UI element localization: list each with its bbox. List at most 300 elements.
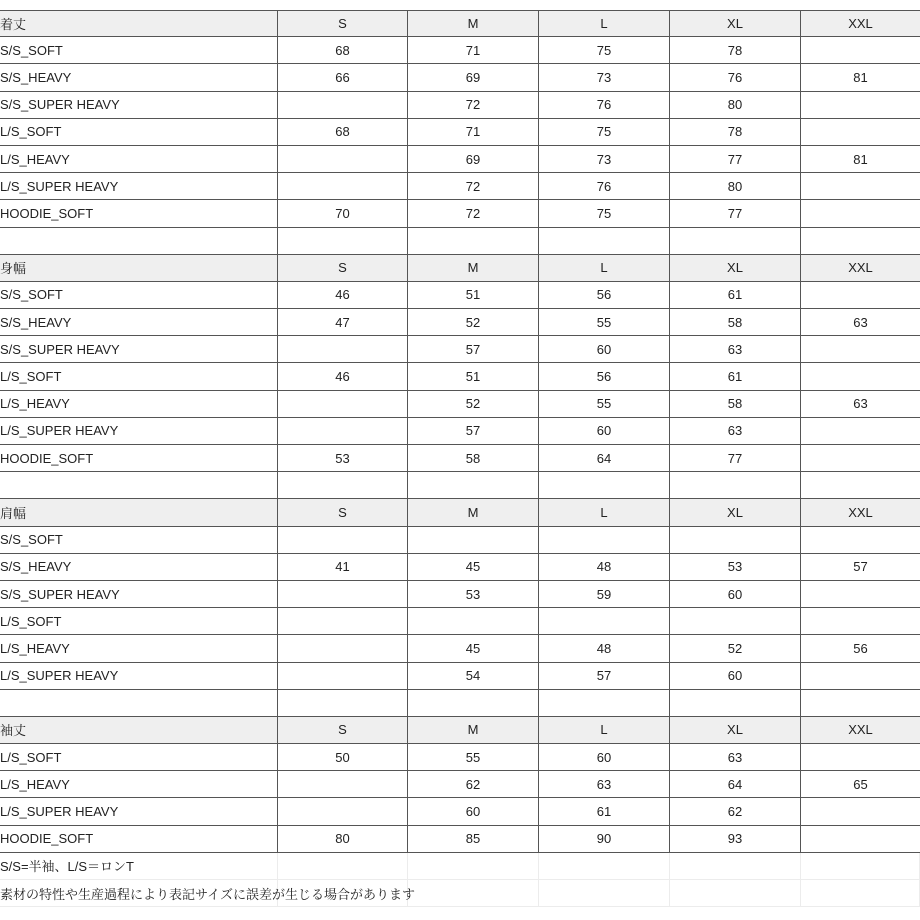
product-name-cell[interactable] xyxy=(0,445,278,472)
measurement-cell[interactable] xyxy=(408,635,539,662)
measurement-cell[interactable] xyxy=(670,663,801,690)
measurement-cell-text: 60 xyxy=(727,668,743,684)
measurement-cell-text: 72 xyxy=(465,178,481,194)
empty-cell[interactable] xyxy=(670,690,801,717)
product-name-cell[interactable] xyxy=(0,119,278,146)
size-header-cell[interactable] xyxy=(801,10,920,37)
product-name-cell[interactable] xyxy=(0,309,278,336)
measurement-cell[interactable] xyxy=(670,37,801,64)
product-name-cell-text: S/S_SOFT xyxy=(0,532,63,548)
product-name-cell-text: S/S_SUPER HEAVY xyxy=(0,341,120,357)
product-name-cell[interactable] xyxy=(0,744,278,771)
empty-cell[interactable] xyxy=(408,690,539,717)
size-chart-sheet xyxy=(0,10,920,907)
measurement-cell[interactable] xyxy=(278,363,408,390)
measurement-cell-text: 63 xyxy=(596,776,612,792)
measurement-cell-text: 62 xyxy=(465,776,481,792)
empty-cell[interactable] xyxy=(408,853,539,880)
empty-cell[interactable] xyxy=(539,228,670,255)
size-header-cell-text: XXL xyxy=(848,16,873,32)
product-name-cell[interactable] xyxy=(0,92,278,119)
measurement-cell-text: 68 xyxy=(335,42,350,58)
measurement-cell[interactable] xyxy=(670,119,801,146)
product-name-cell-text: L/S_HEAVY xyxy=(0,396,70,412)
measurement-cell[interactable] xyxy=(408,663,539,690)
measurement-cell[interactable] xyxy=(408,608,539,635)
product-name-cell[interactable] xyxy=(0,663,278,690)
measurement-cell[interactable] xyxy=(801,744,920,771)
measurement-cell[interactable] xyxy=(670,309,801,336)
size-header-cell[interactable] xyxy=(670,10,801,37)
measurement-cell[interactable] xyxy=(670,744,801,771)
measurement-cell[interactable] xyxy=(670,64,801,91)
measurement-cell[interactable] xyxy=(408,363,539,390)
measurement-cell[interactable] xyxy=(801,445,920,472)
measurement-cell[interactable] xyxy=(278,146,408,173)
note-cell[interactable] xyxy=(0,853,278,880)
product-name-cell[interactable] xyxy=(0,282,278,309)
size-header-cell[interactable] xyxy=(278,717,408,744)
measurement-cell-text: 61 xyxy=(727,369,743,385)
table-row xyxy=(0,309,920,336)
size-header-cell[interactable] xyxy=(408,255,539,282)
empty-cell[interactable] xyxy=(801,690,920,717)
size-header-cell-text: S xyxy=(338,16,347,32)
measurement-cell[interactable] xyxy=(670,418,801,445)
table-row xyxy=(0,771,920,798)
measurement-cell[interactable] xyxy=(408,200,539,227)
product-name-cell-text: L/S_SOFT xyxy=(0,613,62,629)
measurement-cell[interactable] xyxy=(278,336,408,363)
measurement-cell[interactable] xyxy=(801,282,920,309)
measurement-cell[interactable] xyxy=(278,200,408,227)
measurement-cell-text: 60 xyxy=(465,804,481,820)
measurement-cell[interactable] xyxy=(408,418,539,445)
section-title-cell-text: 身幅 xyxy=(0,261,27,277)
size-header-cell[interactable] xyxy=(670,717,801,744)
measurement-cell[interactable] xyxy=(801,92,920,119)
table-row xyxy=(0,336,920,363)
measurement-cell[interactable] xyxy=(278,445,408,472)
measurement-cell[interactable] xyxy=(801,554,920,581)
measurement-cell-text: 47 xyxy=(335,314,350,330)
product-name-cell-text: L/S_SUPER HEAVY xyxy=(0,804,119,820)
table-row xyxy=(0,826,920,853)
measurement-cell-text: 50 xyxy=(335,749,350,765)
measurement-cell[interactable] xyxy=(408,744,539,771)
empty-cell[interactable] xyxy=(801,228,920,255)
product-name-cell-text: L/S_SOFT xyxy=(0,749,62,765)
product-name-cell-text: HOODIE_SOFT xyxy=(0,205,94,221)
measurement-cell-text: 60 xyxy=(596,341,612,357)
measurement-cell[interactable] xyxy=(801,64,920,91)
measurement-cell-text: 80 xyxy=(335,831,350,847)
measurement-cell[interactable] xyxy=(670,581,801,608)
measurement-cell[interactable] xyxy=(408,64,539,91)
measurement-cell-text: 54 xyxy=(465,668,481,684)
empty-cell[interactable] xyxy=(801,853,920,880)
measurement-cell[interactable] xyxy=(278,282,408,309)
measurement-cell[interactable] xyxy=(539,527,670,554)
measurement-cell[interactable] xyxy=(408,581,539,608)
section-header-row xyxy=(0,717,920,744)
size-header-cell[interactable] xyxy=(408,10,539,37)
section-title-cell-text: 袖丈 xyxy=(0,723,27,739)
empty-cell[interactable] xyxy=(670,228,801,255)
measurement-cell[interactable] xyxy=(278,527,408,554)
measurement-cell[interactable] xyxy=(278,608,408,635)
measurement-cell[interactable] xyxy=(408,309,539,336)
measurement-cell[interactable] xyxy=(670,771,801,798)
measurement-cell[interactable] xyxy=(670,200,801,227)
measurement-cell[interactable] xyxy=(408,826,539,853)
size-header-cell[interactable] xyxy=(539,255,670,282)
size-header-cell[interactable] xyxy=(278,10,408,37)
measurement-cell[interactable] xyxy=(801,771,920,798)
empty-cell[interactable] xyxy=(539,853,670,880)
measurement-cell[interactable] xyxy=(670,527,801,554)
size-header-cell[interactable] xyxy=(539,10,670,37)
empty-cell[interactable] xyxy=(0,472,278,499)
measurement-cell[interactable] xyxy=(539,771,670,798)
measurement-cell[interactable] xyxy=(278,309,408,336)
measurement-cell[interactable] xyxy=(539,119,670,146)
empty-cell[interactable] xyxy=(670,853,801,880)
product-name-cell-text: S/S_HEAVY xyxy=(0,69,72,85)
measurement-cell[interactable] xyxy=(278,581,408,608)
measurement-cell-text: 80 xyxy=(727,178,743,194)
measurement-cell[interactable] xyxy=(801,581,920,608)
measurement-cell[interactable] xyxy=(278,771,408,798)
measurement-cell[interactable] xyxy=(408,146,539,173)
size-header-cell-text: S xyxy=(338,504,347,520)
product-name-cell[interactable] xyxy=(0,826,278,853)
size-header-cell[interactable] xyxy=(278,255,408,282)
measurement-cell[interactable] xyxy=(670,608,801,635)
section-title-cell[interactable] xyxy=(0,717,278,744)
measurement-cell-text: 77 xyxy=(727,205,743,221)
measurement-cell[interactable] xyxy=(539,391,670,418)
size-header-cell-text: S xyxy=(338,260,347,276)
product-name-cell-text: S/S_SOFT xyxy=(0,42,63,58)
note-row xyxy=(0,880,920,907)
size-header-cell-text: M xyxy=(467,722,479,738)
product-name-cell[interactable] xyxy=(0,391,278,418)
empty-cell[interactable] xyxy=(670,472,801,499)
measurement-cell-text: 61 xyxy=(596,804,612,820)
measurement-cell-text: 71 xyxy=(465,42,481,58)
measurement-cell-text: 58 xyxy=(465,450,481,466)
measurement-cell[interactable] xyxy=(801,826,920,853)
empty-cell[interactable] xyxy=(539,690,670,717)
section-title-cell[interactable] xyxy=(0,10,278,37)
measurement-cell[interactable] xyxy=(539,64,670,91)
empty-cell[interactable] xyxy=(278,472,408,499)
measurement-cell[interactable] xyxy=(278,64,408,91)
measurement-cell[interactable] xyxy=(539,635,670,662)
size-header-cell-text: XXL xyxy=(848,260,873,276)
measurement-cell[interactable] xyxy=(670,798,801,825)
blank-row xyxy=(0,690,920,717)
measurement-cell-text: 60 xyxy=(596,749,612,765)
table-row xyxy=(0,37,920,64)
empty-cell[interactable] xyxy=(278,853,408,880)
measurement-cell[interactable] xyxy=(408,554,539,581)
measurement-cell[interactable] xyxy=(539,608,670,635)
measurement-cell-text: 57 xyxy=(465,341,481,357)
measurement-cell[interactable] xyxy=(408,527,539,554)
measurement-cell[interactable] xyxy=(801,309,920,336)
product-name-cell[interactable] xyxy=(0,635,278,662)
product-name-cell-text: L/S_HEAVY xyxy=(0,640,70,656)
measurement-cell-text: 63 xyxy=(727,423,743,439)
product-name-cell-text: S/S_SOFT xyxy=(0,287,63,303)
size-header-cell[interactable] xyxy=(539,499,670,526)
measurement-cell[interactable] xyxy=(278,554,408,581)
measurement-cell[interactable] xyxy=(278,119,408,146)
measurement-cell-text: 77 xyxy=(727,151,743,167)
measurement-cell[interactable] xyxy=(539,336,670,363)
measurement-cell-text: 73 xyxy=(596,69,612,85)
measurement-cell-text: 52 xyxy=(465,314,481,330)
size-header-cell-text: M xyxy=(467,504,479,520)
measurement-cell-text: 69 xyxy=(465,151,481,167)
table-row xyxy=(0,146,920,173)
measurement-cell[interactable] xyxy=(670,173,801,200)
empty-cell[interactable] xyxy=(539,880,670,907)
measurement-cell[interactable] xyxy=(670,391,801,418)
empty-cell[interactable] xyxy=(0,228,278,255)
measurement-cell-text: 63 xyxy=(853,396,868,412)
measurement-cell[interactable] xyxy=(278,173,408,200)
measurement-cell[interactable] xyxy=(539,146,670,173)
measurement-cell-text: 58 xyxy=(727,396,743,412)
measurement-cell[interactable] xyxy=(408,445,539,472)
measurement-cell[interactable] xyxy=(801,146,920,173)
measurement-cell-text: 53 xyxy=(335,450,350,466)
product-name-cell[interactable] xyxy=(0,336,278,363)
measurement-cell[interactable] xyxy=(801,173,920,200)
size-header-cell[interactable] xyxy=(408,499,539,526)
measurement-cell[interactable] xyxy=(539,554,670,581)
product-name-cell[interactable] xyxy=(0,64,278,91)
measurement-cell[interactable] xyxy=(801,418,920,445)
product-name-cell-text: L/S_SOFT xyxy=(0,124,62,140)
measurement-cell[interactable] xyxy=(539,282,670,309)
measurement-cell[interactable] xyxy=(539,309,670,336)
measurement-cell-text: 75 xyxy=(596,205,612,221)
measurement-cell[interactable] xyxy=(670,826,801,853)
measurement-cell[interactable] xyxy=(801,663,920,690)
product-name-cell[interactable] xyxy=(0,363,278,390)
empty-cell[interactable] xyxy=(801,880,920,907)
measurement-cell[interactable] xyxy=(278,635,408,662)
size-header-cell[interactable] xyxy=(801,499,920,526)
measurement-cell-text: 56 xyxy=(853,640,868,656)
measurement-cell-text: 57 xyxy=(465,423,481,439)
measurement-cell[interactable] xyxy=(278,798,408,825)
product-name-cell[interactable] xyxy=(0,581,278,608)
measurement-cell[interactable] xyxy=(539,92,670,119)
measurement-cell-text: 63 xyxy=(727,341,743,357)
size-header-cell[interactable] xyxy=(670,255,801,282)
measurement-cell[interactable] xyxy=(801,391,920,418)
product-name-cell-text: S/S_SUPER HEAVY xyxy=(0,97,120,113)
product-name-cell-text: L/S_HEAVY xyxy=(0,151,70,167)
measurement-cell[interactable] xyxy=(670,445,801,472)
measurement-cell-text: 45 xyxy=(465,640,481,656)
table-row xyxy=(0,445,920,472)
measurement-cell-text: 55 xyxy=(596,396,612,412)
measurement-cell-text: 69 xyxy=(465,69,481,85)
empty-cell[interactable] xyxy=(408,472,539,499)
measurement-cell[interactable] xyxy=(670,336,801,363)
measurement-cell[interactable] xyxy=(801,200,920,227)
size-header-cell[interactable] xyxy=(539,717,670,744)
measurement-cell[interactable] xyxy=(801,119,920,146)
measurement-cell[interactable] xyxy=(670,363,801,390)
measurement-cell-text: 51 xyxy=(465,369,481,385)
measurement-cell-text: 48 xyxy=(596,559,612,575)
product-name-cell[interactable] xyxy=(0,554,278,581)
note-cell-text: S/S=半袖、L/S＝ロンT xyxy=(0,859,134,875)
product-name-cell[interactable] xyxy=(0,608,278,635)
measurement-cell[interactable] xyxy=(408,173,539,200)
measurement-cell[interactable] xyxy=(670,554,801,581)
product-name-cell[interactable] xyxy=(0,200,278,227)
table-row xyxy=(0,635,920,662)
measurement-cell[interactable] xyxy=(539,826,670,853)
size-header-cell[interactable] xyxy=(408,717,539,744)
size-header-cell[interactable] xyxy=(801,717,920,744)
measurement-cell[interactable] xyxy=(801,527,920,554)
measurement-cell[interactable] xyxy=(801,363,920,390)
table-row xyxy=(0,744,920,771)
size-header-cell[interactable] xyxy=(278,499,408,526)
product-name-cell[interactable] xyxy=(0,771,278,798)
measurement-cell[interactable] xyxy=(408,92,539,119)
measurement-cell[interactable] xyxy=(539,200,670,227)
note-cell[interactable] xyxy=(0,880,415,907)
measurement-cell[interactable] xyxy=(278,418,408,445)
size-header-cell-text: L xyxy=(600,16,608,32)
size-header-cell[interactable] xyxy=(801,255,920,282)
measurement-cell[interactable] xyxy=(278,744,408,771)
measurement-cell-text: 55 xyxy=(465,749,481,765)
table-row xyxy=(0,798,920,825)
table-row xyxy=(0,418,920,445)
table-row xyxy=(0,119,920,146)
measurement-cell[interactable] xyxy=(539,173,670,200)
empty-cell[interactable] xyxy=(278,690,408,717)
measurement-cell[interactable] xyxy=(539,798,670,825)
product-name-cell[interactable] xyxy=(0,37,278,64)
measurement-cell[interactable] xyxy=(408,119,539,146)
size-header-cell[interactable] xyxy=(670,499,801,526)
measurement-cell-text: 70 xyxy=(335,205,350,221)
measurement-cell[interactable] xyxy=(278,663,408,690)
section-header-row xyxy=(0,499,920,526)
section-title-cell[interactable] xyxy=(0,255,278,282)
measurement-cell[interactable] xyxy=(801,37,920,64)
measurement-cell[interactable] xyxy=(670,282,801,309)
product-name-cell[interactable] xyxy=(0,146,278,173)
empty-cell[interactable] xyxy=(408,880,539,907)
measurement-cell[interactable] xyxy=(539,744,670,771)
measurement-cell[interactable] xyxy=(801,608,920,635)
measurement-cell[interactable] xyxy=(408,282,539,309)
measurement-cell[interactable] xyxy=(539,445,670,472)
measurement-cell[interactable] xyxy=(539,418,670,445)
empty-cell[interactable] xyxy=(408,228,539,255)
measurement-cell[interactable] xyxy=(670,635,801,662)
measurement-cell[interactable] xyxy=(278,37,408,64)
measurement-cell[interactable] xyxy=(278,391,408,418)
product-name-cell-text: HOODIE_SOFT xyxy=(0,831,94,847)
measurement-cell[interactable] xyxy=(670,92,801,119)
note-row xyxy=(0,853,920,880)
measurement-cell-text: 72 xyxy=(465,97,481,113)
section-title-cell-text: 肩幅 xyxy=(0,505,27,521)
table-row xyxy=(0,663,920,690)
measurement-cell-text: 52 xyxy=(727,640,743,656)
measurement-cell[interactable] xyxy=(408,771,539,798)
measurement-cell[interactable] xyxy=(670,146,801,173)
empty-cell[interactable] xyxy=(801,472,920,499)
product-name-cell-text: S/S_HEAVY xyxy=(0,559,72,575)
measurement-cell[interactable] xyxy=(801,336,920,363)
measurement-cell-text: 60 xyxy=(727,586,743,602)
measurement-cell-text: 63 xyxy=(727,749,743,765)
table-row xyxy=(0,64,920,91)
measurement-cell[interactable] xyxy=(408,336,539,363)
empty-cell[interactable] xyxy=(670,880,801,907)
measurement-cell[interactable] xyxy=(408,391,539,418)
empty-cell[interactable] xyxy=(278,228,408,255)
measurement-cell-text: 73 xyxy=(596,151,612,167)
product-name-cell[interactable] xyxy=(0,418,278,445)
measurement-cell[interactable] xyxy=(539,663,670,690)
section-title-cell[interactable] xyxy=(0,499,278,526)
product-name-cell-text: L/S_SOFT xyxy=(0,369,62,385)
measurement-cell[interactable] xyxy=(408,798,539,825)
measurement-cell[interactable] xyxy=(278,92,408,119)
product-name-cell[interactable] xyxy=(0,173,278,200)
size-header-cell-text: XL xyxy=(727,16,743,32)
measurement-cell-text: 48 xyxy=(596,640,612,656)
measurement-cell[interactable] xyxy=(801,798,920,825)
measurement-cell[interactable] xyxy=(278,826,408,853)
measurement-cell[interactable] xyxy=(408,37,539,64)
measurement-cell[interactable] xyxy=(539,363,670,390)
product-name-cell[interactable] xyxy=(0,527,278,554)
measurement-cell-text: 76 xyxy=(596,97,612,113)
section-header-row xyxy=(0,10,920,37)
measurement-cell[interactable] xyxy=(539,37,670,64)
table-row xyxy=(0,363,920,390)
size-header-cell-text: M xyxy=(467,16,479,32)
measurement-cell-text: 58 xyxy=(727,314,743,330)
empty-cell[interactable] xyxy=(539,472,670,499)
measurement-cell-text: 52 xyxy=(465,396,481,412)
product-name-cell[interactable] xyxy=(0,798,278,825)
measurement-cell[interactable] xyxy=(539,581,670,608)
empty-cell[interactable] xyxy=(0,690,278,717)
product-name-cell-text: L/S_SUPER HEAVY xyxy=(0,668,119,684)
measurement-cell[interactable] xyxy=(801,635,920,662)
measurement-cell-text: 57 xyxy=(596,668,612,684)
size-header-cell-text: S xyxy=(338,722,347,738)
